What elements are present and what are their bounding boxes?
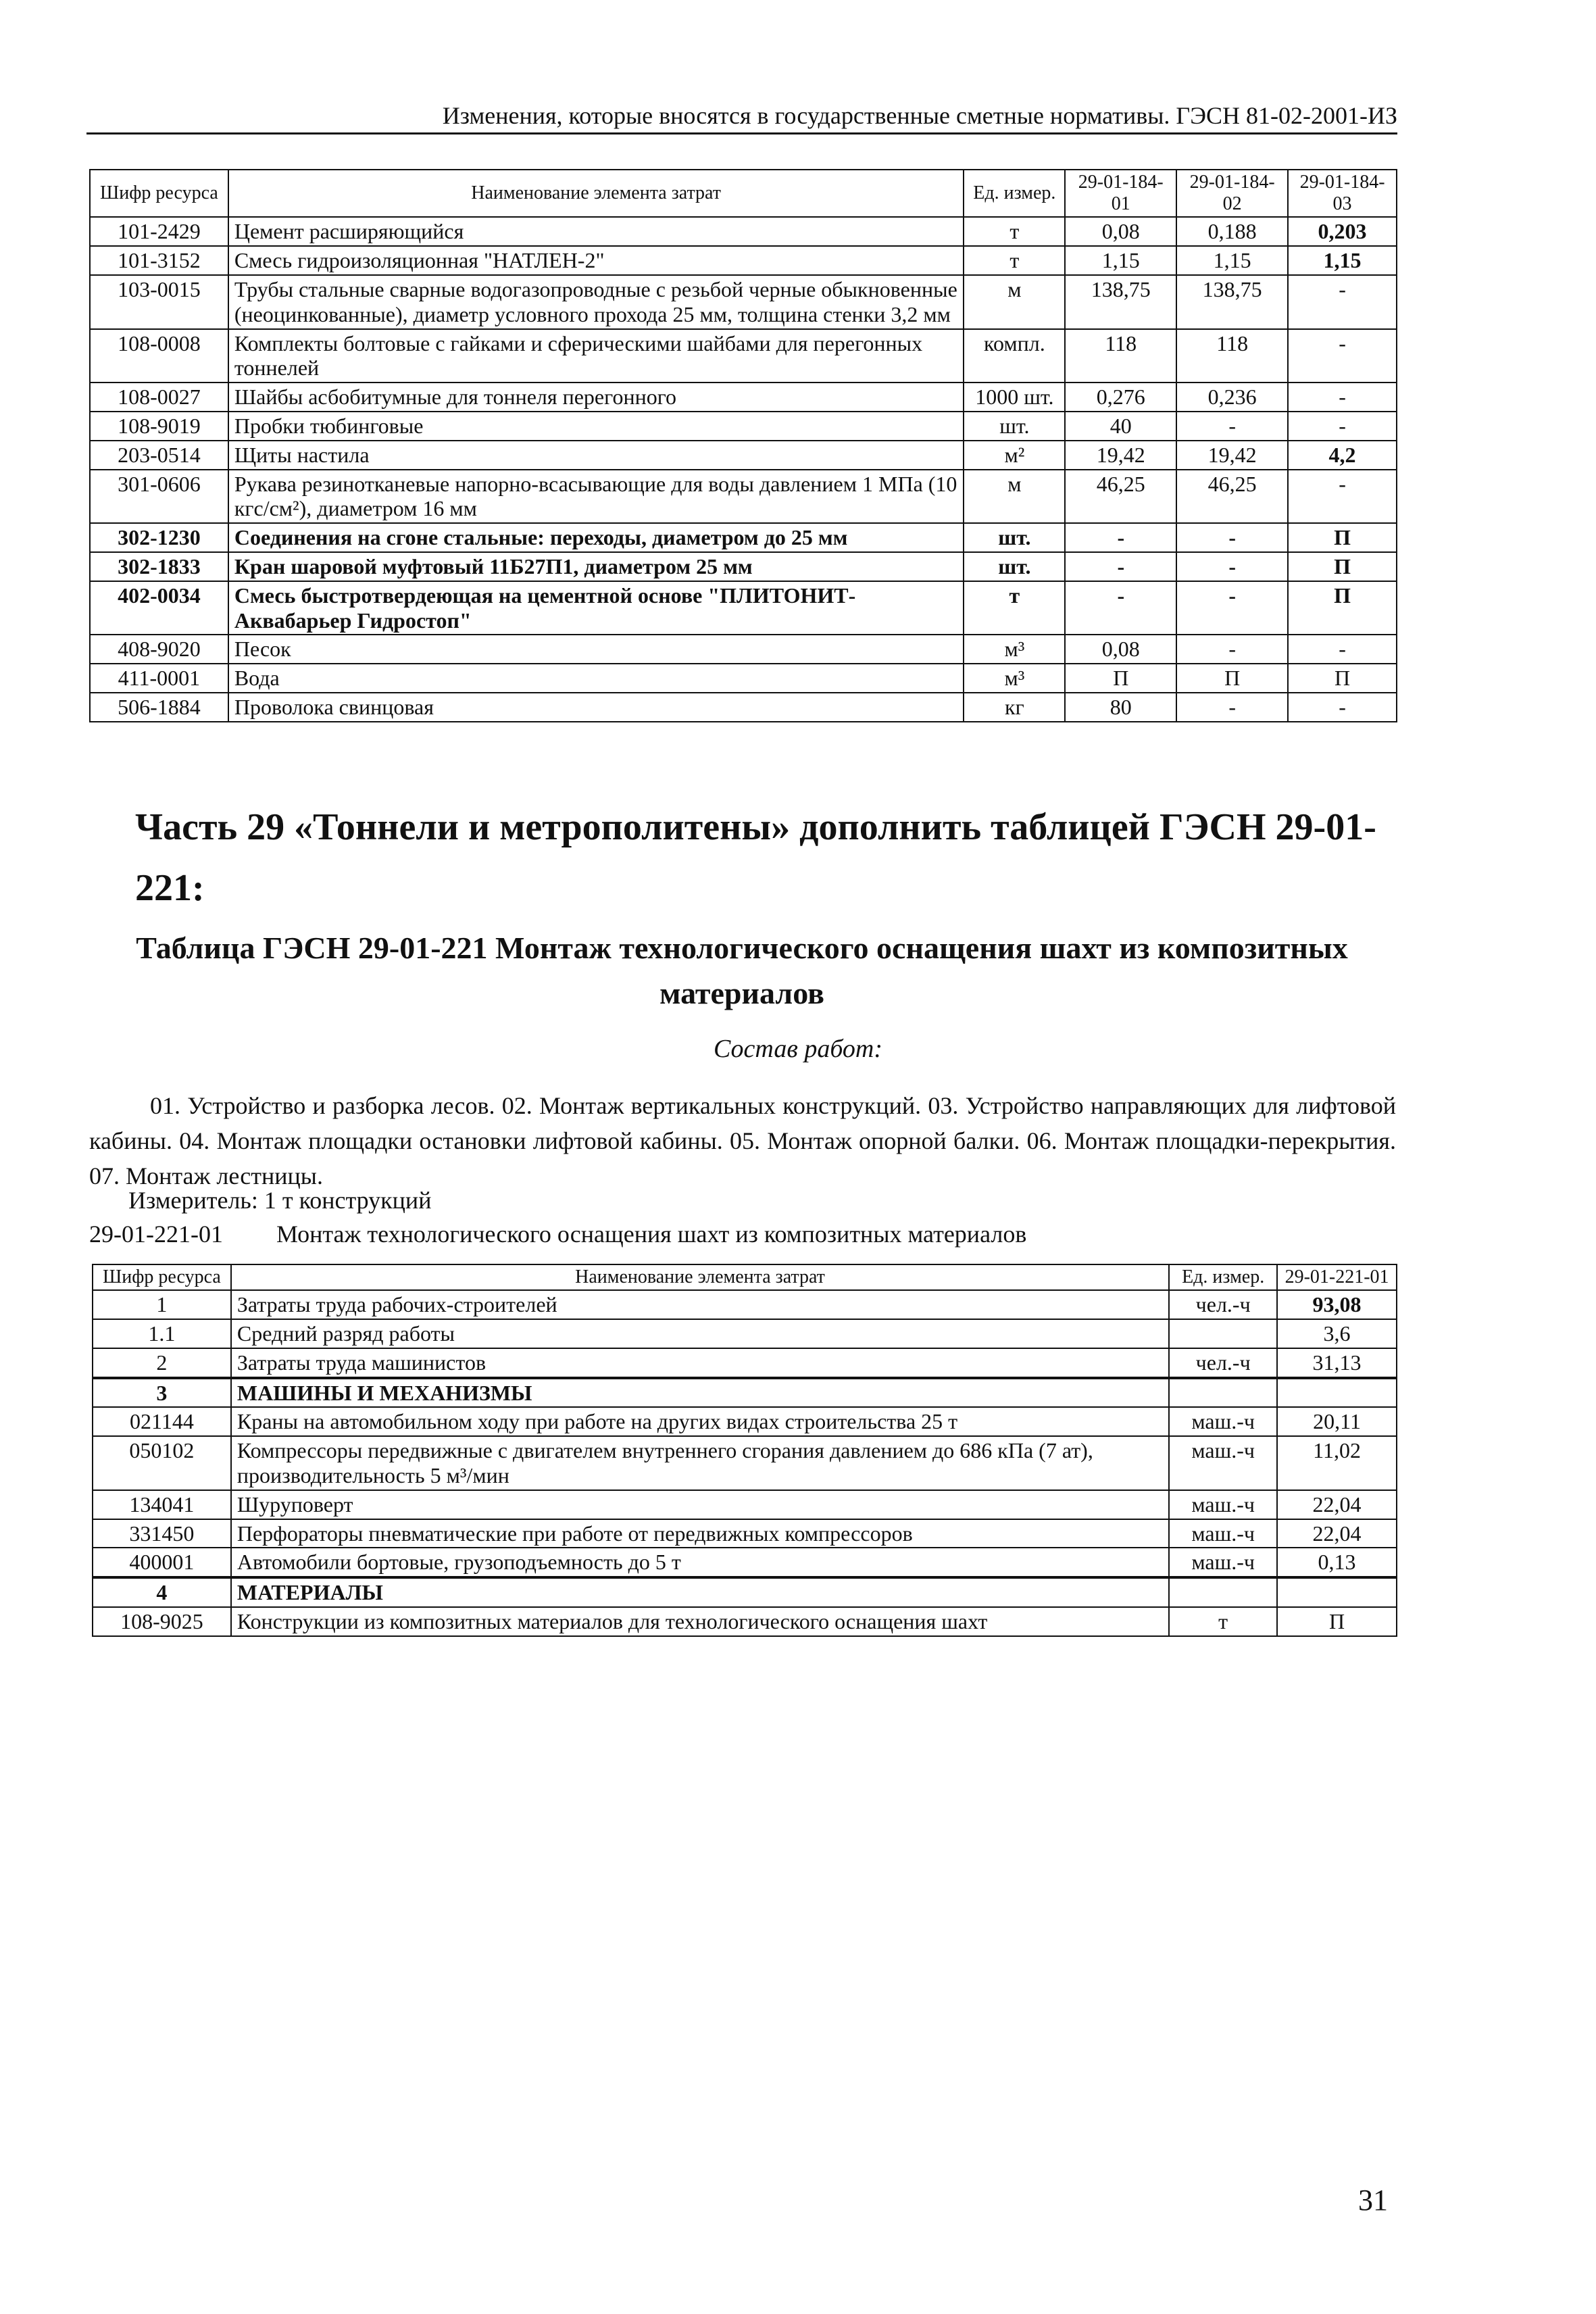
resource-unit: т (1169, 1607, 1277, 1636)
table-row (90, 693, 1397, 722)
table-row (90, 664, 1397, 693)
table-row (90, 635, 1397, 664)
resource-name: Смесь гидроизоляционная "НАТЛЕН-2" (228, 246, 964, 275)
table-row (90, 329, 1397, 383)
resource-code: 108-9019 (90, 412, 228, 441)
resource-name: Кран шаровой муфтовый 11Б27П1, диаметром 25 мм (228, 552, 964, 581)
table-row (90, 246, 1397, 275)
table-row (93, 1290, 1397, 1319)
resource-code: 2 (93, 1348, 231, 1378)
resource-unit: чел.-ч (1169, 1290, 1277, 1319)
table-row (93, 1548, 1397, 1577)
value-184-02: 1,15 (1176, 246, 1288, 275)
value-184-01: - (1065, 581, 1176, 635)
table-row (90, 523, 1397, 552)
norm-name: Монтаж технологического оснащения шахт из композитных материалов (276, 1221, 1027, 1248)
table-row (93, 1436, 1397, 1490)
value-221-01: 31,13 (1277, 1348, 1397, 1378)
value-184-02: 46,25 (1176, 470, 1288, 524)
value-184-01: 0,08 (1065, 635, 1176, 664)
table-row (93, 1490, 1397, 1519)
value-184-03: - (1288, 635, 1397, 664)
resource-unit: маш.-ч (1169, 1548, 1277, 1577)
resource-name: Цемент расширяющийся (228, 217, 964, 246)
resource-name: МАТЕРИАЛЫ (231, 1577, 1169, 1607)
value-221-01: 22,04 (1277, 1519, 1397, 1548)
norm-line (89, 1220, 1074, 1248)
resource-name: Средний разряд работы (231, 1319, 1169, 1348)
resource-name: Затраты труда рабочих-строителей (231, 1290, 1169, 1319)
resource-unit: чел.-ч (1169, 1348, 1277, 1378)
resource-unit: маш.-ч (1169, 1436, 1277, 1490)
value-221-01: 20,11 (1277, 1407, 1397, 1436)
table-row (90, 412, 1397, 441)
value-184-01: 1,15 (1065, 246, 1176, 275)
value-184-03: П (1288, 552, 1397, 581)
value-184-03: П (1288, 664, 1397, 693)
value-184-03: - (1288, 275, 1397, 329)
value-184-01: 0,276 (1065, 383, 1176, 412)
value-184-02: 0,236 (1176, 383, 1288, 412)
resource-code: 402-0034 (90, 581, 228, 635)
resource-code: 301-0606 (90, 470, 228, 524)
col-header-code: Шифр ресурса (90, 170, 228, 217)
resource-name: Комплекты болтовые с гайками и сферическими шайбами для перегонных тоннелей (228, 329, 964, 383)
resource-unit: м² (964, 441, 1065, 470)
resource-code: 302-1833 (90, 552, 228, 581)
table-row (90, 275, 1397, 329)
value-184-01: 138,75 (1065, 275, 1176, 329)
resource-unit: кг (964, 693, 1065, 722)
value-184-02: П (1176, 664, 1288, 693)
value-184-01: - (1065, 523, 1176, 552)
value-184-03: 4,2 (1288, 441, 1397, 470)
resource-unit (1169, 1378, 1277, 1408)
value-221-01: 93,08 (1277, 1290, 1397, 1319)
resource-unit: шт. (964, 552, 1065, 581)
value-221-01 (1277, 1378, 1397, 1408)
value-221-01: П (1277, 1607, 1397, 1636)
resource-name: Песок (228, 635, 964, 664)
table-row (90, 441, 1397, 470)
value-221-01: 11,02 (1277, 1436, 1397, 1490)
resource-name: МАШИНЫ И МЕХАНИЗМЫ (231, 1378, 1169, 1408)
resource-code: 408-9020 (90, 635, 228, 664)
resource-unit: т (964, 581, 1065, 635)
resource-code: 4 (93, 1577, 231, 1607)
resource-code: 108-9025 (93, 1607, 231, 1636)
value-184-01: 40 (1065, 412, 1176, 441)
resource-code: 400001 (93, 1548, 231, 1577)
resource-unit: маш.-ч (1169, 1407, 1277, 1436)
table-row (90, 470, 1397, 524)
section-row (93, 1378, 1397, 1408)
section-row (93, 1577, 1397, 1607)
value-184-03: - (1288, 329, 1397, 383)
table-header-row (93, 1264, 1397, 1290)
resource-name: Вода (228, 664, 964, 693)
resource-name: Щиты настила (228, 441, 964, 470)
resource-name: Компрессоры передвижные с двигателем внутреннего сгорания давлением до 686 кПа (7 ат), производительность 5 м³/мин (231, 1436, 1169, 1490)
resource-table-184 (89, 169, 1397, 722)
value-184-01: 118 (1065, 329, 1176, 383)
value-184-03: 0,203 (1288, 217, 1397, 246)
table-title: Таблица ГЭСН 29-01-221 Монтаж технологического оснащения шахт из композитных материалов (136, 931, 1348, 1010)
value-184-02: - (1176, 635, 1288, 664)
table-row (93, 1348, 1397, 1378)
resource-unit: м (964, 275, 1065, 329)
resource-code: 1 (93, 1290, 231, 1319)
resource-table-221 (92, 1264, 1397, 1637)
resource-code: 302-1230 (90, 523, 228, 552)
resource-unit: шт. (964, 523, 1065, 552)
works-label: Состав работ: (713, 1035, 883, 1063)
resource-name: Смесь быстротвердеющая на цементной основе "ПЛИТОНИТ-Аквабарьер Гидростоп" (228, 581, 964, 635)
resource-unit: маш.-ч (1169, 1519, 1277, 1548)
page-number: 31 (1358, 2184, 1388, 2217)
resource-name: Соединения на сгоне стальные: переходы, диаметром до 25 мм (228, 523, 964, 552)
resource-unit: м³ (964, 664, 1065, 693)
value-184-03: - (1288, 383, 1397, 412)
value-184-02: 19,42 (1176, 441, 1288, 470)
resource-unit: м³ (964, 635, 1065, 664)
col-header-184-02: 29-01-184-02 (1176, 170, 1288, 217)
value-184-02: - (1176, 581, 1288, 635)
resource-code: 3 (93, 1378, 231, 1408)
resource-name: Трубы стальные сварные водогазопроводные с резьбой черные обыкновенные (неоцинкованные), диаметр условного прохода 25 мм, толщина стенки 3,2 мм (228, 275, 964, 329)
resource-code: 1.1 (93, 1319, 231, 1348)
value-184-02: 118 (1176, 329, 1288, 383)
col-header-name: Наименование элемента затрат (231, 1264, 1169, 1290)
resource-code: 101-2429 (90, 217, 228, 246)
value-221-01 (1277, 1577, 1397, 1607)
resource-name: Конструкции из композитных материалов для технологического оснащения шахт (231, 1607, 1169, 1636)
works-list: 01. Устройство и разборка лесов. 02. Монтаж вертикальных конструкций. 03. Устройство направляющих для лифтовой кабины. 04. Монтаж площадки остановки лифтовой кабины. 05. Монтаж опорной балки. 06. Монтаж площадки-перекрытия. 07. Монтаж лестницы. (89, 1092, 1396, 1190)
value-184-03: - (1288, 470, 1397, 524)
resource-code: 021144 (93, 1407, 231, 1436)
resource-code: 101-3152 (90, 246, 228, 275)
resource-code: 506-1884 (90, 693, 228, 722)
col-header-184-01: 29-01-184-01 (1065, 170, 1176, 217)
running-header: Изменения, которые вносятся в государственные сметные нормативы. ГЭСН 81-02-2001-ИЗ (86, 101, 1397, 134)
value-184-01: 80 (1065, 693, 1176, 722)
resource-name: Рукава резинотканевые напорно-всасывающие для воды давлением 1 МПа (10 кгс/см²), диаметром 16 мм (228, 470, 964, 524)
norm-code: 29-01-221-01 (89, 1221, 223, 1248)
table-header-row (90, 170, 1397, 217)
resource-code: 331450 (93, 1519, 231, 1548)
col-header-unit: Ед. измер. (964, 170, 1065, 217)
table-row (90, 217, 1397, 246)
resource-unit: т (964, 246, 1065, 275)
resource-name: Пробки тюбинговые (228, 412, 964, 441)
value-184-03: - (1288, 412, 1397, 441)
value-221-01: 3,6 (1277, 1319, 1397, 1348)
measure-unit: Измеритель: 1 т конструкций (128, 1187, 432, 1214)
table-row (93, 1519, 1397, 1548)
resource-unit (1169, 1577, 1277, 1607)
resource-unit: шт. (964, 412, 1065, 441)
value-184-03: - (1288, 693, 1397, 722)
value-184-02: - (1176, 552, 1288, 581)
col-header-code: Шифр ресурса (93, 1264, 231, 1290)
resource-code: 103-0015 (90, 275, 228, 329)
value-221-01: 0,13 (1277, 1548, 1397, 1577)
resource-code: 108-0027 (90, 383, 228, 412)
table-row (90, 581, 1397, 635)
resource-name: Автомобили бортовые, грузоподъемность до 5 т (231, 1548, 1169, 1577)
col-header-221-01: 29-01-221-01 (1277, 1264, 1397, 1290)
table-row (90, 552, 1397, 581)
value-184-02: 0,188 (1176, 217, 1288, 246)
value-221-01: 22,04 (1277, 1490, 1397, 1519)
resource-name: Затраты труда машинистов (231, 1348, 1169, 1378)
value-184-01: 19,42 (1065, 441, 1176, 470)
value-184-02: - (1176, 693, 1288, 722)
resource-code: 050102 (93, 1436, 231, 1490)
resource-unit: т (964, 217, 1065, 246)
resource-unit (1169, 1319, 1277, 1348)
value-184-02: - (1176, 523, 1288, 552)
col-header-unit: Ед. измер. (1169, 1264, 1277, 1290)
resource-code: 134041 (93, 1490, 231, 1519)
resource-code: 108-0008 (90, 329, 228, 383)
value-184-03: 1,15 (1288, 246, 1397, 275)
value-184-01: 46,25 (1065, 470, 1176, 524)
resource-unit: маш.-ч (1169, 1490, 1277, 1519)
table-row (93, 1407, 1397, 1436)
value-184-01: - (1065, 552, 1176, 581)
resource-unit: 1000 шт. (964, 383, 1065, 412)
resource-name: Шуруповерт (231, 1490, 1169, 1519)
table-row (93, 1607, 1397, 1636)
value-184-03: П (1288, 523, 1397, 552)
resource-code: 203-0514 (90, 441, 228, 470)
resource-name: Перфораторы пневматические при работе от передвижных компрессоров (231, 1519, 1169, 1548)
section-heading: Часть 29 «Тоннели и метрополитены» дополнить таблицей ГЭСН 29-01-221: (135, 806, 1376, 909)
table-row (90, 383, 1397, 412)
value-184-01: П (1065, 664, 1176, 693)
value-184-02: - (1176, 412, 1288, 441)
value-184-01: 0,08 (1065, 217, 1176, 246)
col-header-name: Наименование элемента затрат (228, 170, 964, 217)
value-184-02: 138,75 (1176, 275, 1288, 329)
resource-name: Проволока свинцовая (228, 693, 964, 722)
col-header-184-03: 29-01-184-03 (1288, 170, 1397, 217)
resource-name: Шайбы асбобитумные для тоннеля перегонного (228, 383, 964, 412)
resource-name: Краны на автомобильном ходу при работе на других видах строительства 25 т (231, 1407, 1169, 1436)
table-row (93, 1319, 1397, 1348)
resource-code: 411-0001 (90, 664, 228, 693)
resource-unit: компл. (964, 329, 1065, 383)
resource-unit: м (964, 470, 1065, 524)
value-184-03: П (1288, 581, 1397, 635)
